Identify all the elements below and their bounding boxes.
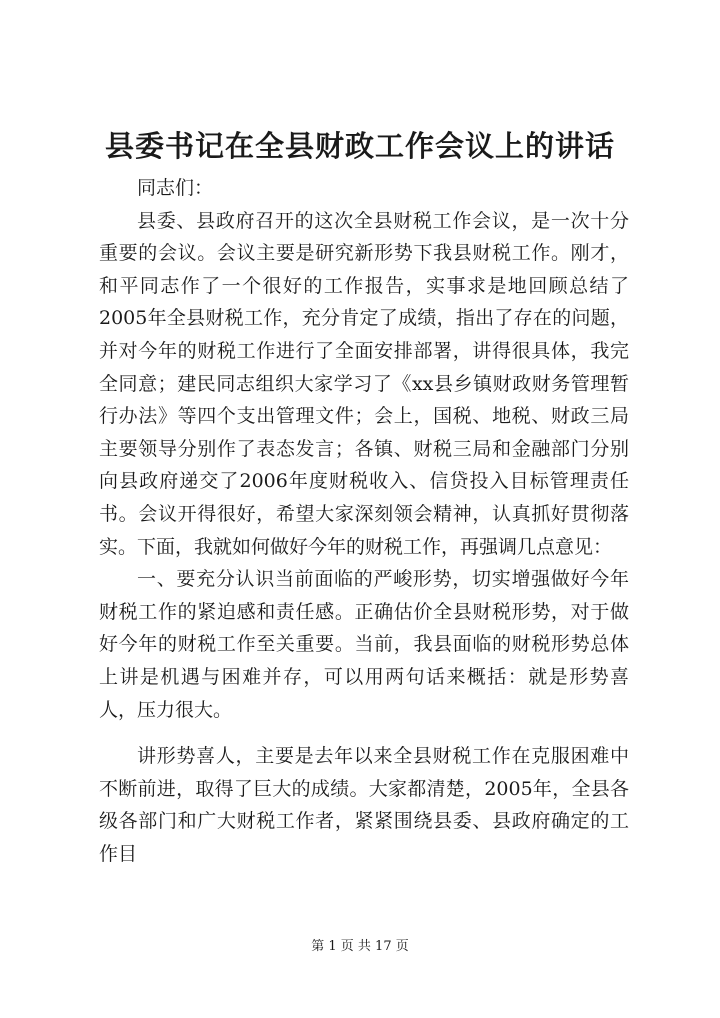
- paragraph-section-one: 一、要充分认识当前面临的严峻形势，切实增强做好今年财税工作的紧迫感和责任感。正确估价全县财税形势，对于做好今年的财税工作至关重要。当前，我县面临的财税形势总体上讲是机遇与困难并存，可以用两句话来概括：就是形势喜人，压力很大。: [99, 568, 629, 721]
- document-body: [99, 172, 629, 870]
- paragraph-situation: 讲形势喜人，主要是去年以来全县财税工作在克服困难中不断前进，取得了巨大的成绩。大家都清楚，2005年，全县各级各部门和广大财税工作者，紧紧围绕县委、县政府确定的工作目: [99, 745, 629, 865]
- document-title: 县委书记在全县财政工作会议上的讲话: [104, 129, 615, 163]
- greeting: 同志们：: [137, 177, 214, 199]
- paragraph-intro: 县委、县政府召开的这次全县财税工作会议，是一次十分重要的会议。会议主要是研究新形势下我县财税工作。刚才，和平同志作了一个很好的工作报告，实事求是地回顾总结了2005年全县财税工作，充分肯定了成绩，指出了存在的问题，并对今年的财税工作进行了全面安排部署，讲得很具体，我完全同意；建民同志组织大家学习了《xx县乡镇财政财务管理暂行办法》等四个支出管理文件；会上，国税、地税、财政三局主要领导分别作了表态发言；各镇、财税三局和金融部门分别向县政府递交了2006年度财税收入、信贷投入目标管理责任书。会议开得很好，希望大家深刻领会精神，认真抓好贯彻落实。下面，我就如何做好今年的财税工作，再强调几点意见：: [99, 209, 629, 558]
- page-footer: 第 1 页 共 17 页: [311, 939, 409, 954]
